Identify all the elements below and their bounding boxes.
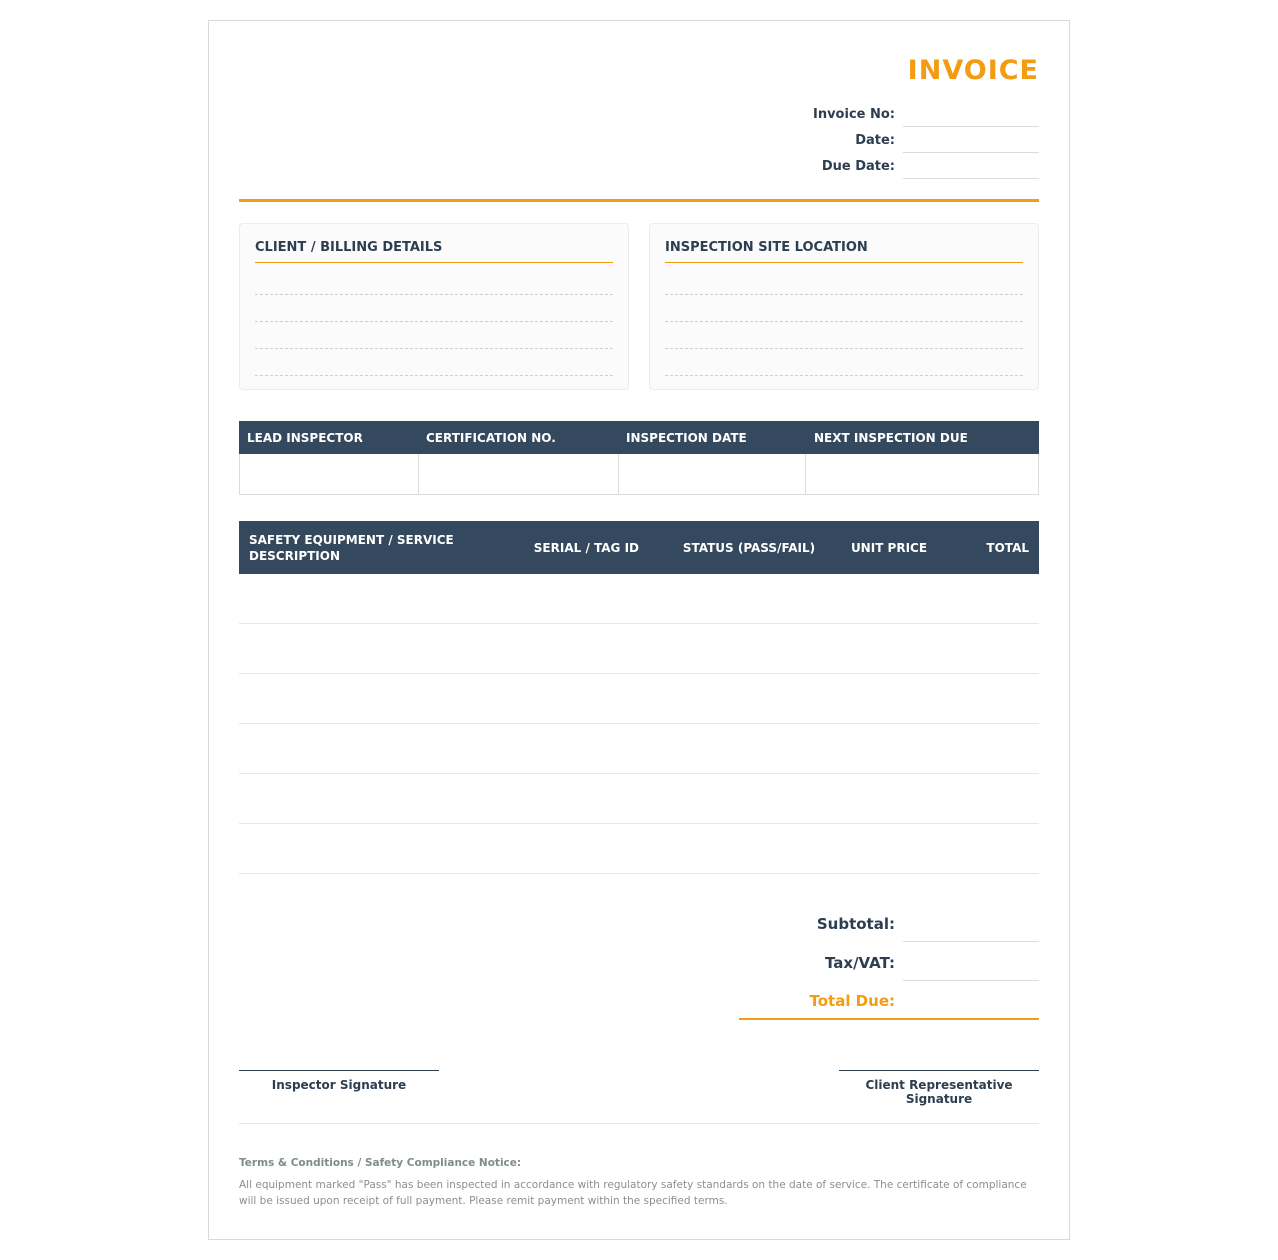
invoice-no-field[interactable] [903,105,1039,127]
inspector-signature-label: Inspector Signature [271,1078,407,1092]
item-row-5[interactable] [239,774,1039,824]
client-signature-label: Client Representative Signature [865,1078,1013,1106]
date-row [799,127,1039,153]
unit-price-header: UNIT PRICE [850,540,928,555]
site-line-1[interactable] [665,294,1023,295]
item-row-6[interactable] [239,824,1039,874]
total-due-label: Total Due: [809,992,895,1010]
inspection-date-header: INSPECTION DATE [626,430,747,445]
lead-inspector-cell[interactable] [240,454,419,494]
header-divider [239,199,1039,202]
client-line-4[interactable] [255,375,613,376]
client-billing-box [239,223,629,390]
items-table [239,521,1039,874]
invoice-title: INVOICE [907,55,1039,86]
item-row-4[interactable] [239,724,1039,774]
description-header: SAFETY EQUIPMENT / SERVICE DESCRIPTION [249,532,454,563]
site-line-2[interactable] [665,321,1023,322]
terms-title: Terms & Conditions / Safety Compliance Notice: [239,1157,522,1169]
total-due-field[interactable] [903,989,1039,1019]
item-row-1[interactable] [239,574,1039,624]
inspector-table [239,421,1039,495]
status-header: STATUS (PASS/FAIL) [682,540,816,555]
site-location-box [649,223,1039,390]
certification-no-cell[interactable] [419,454,619,494]
total-header: TOTAL [986,540,1029,555]
date-label: Date: [855,133,895,148]
tax-row [739,942,1039,981]
tax-field[interactable] [903,951,1039,981]
lead-inspector-header: LEAD INSPECTOR [247,430,363,445]
tax-label: Tax/VAT: [824,954,895,972]
subtotal-row [739,903,1039,942]
client-line-1[interactable] [255,294,613,295]
invoice-no-label: Invoice No: [812,107,895,122]
next-inspection-due-cell[interactable] [806,454,1038,494]
item-row-3[interactable] [239,674,1039,724]
subtotal-label: Subtotal: [816,915,895,933]
total-due-row [739,980,1039,1019]
client-line-2[interactable] [255,321,613,322]
footer-divider [239,1123,1039,1124]
inspector-signature-line[interactable] [239,1070,439,1092]
due-date-label: Due Date: [821,159,895,174]
site-line-3[interactable] [665,348,1023,349]
certification-no-header: CERTIFICATION NO. [426,430,556,445]
client-line-3[interactable] [255,348,613,349]
client-billing-title: CLIENT / BILLING DETAILS [255,240,613,263]
site-line-4[interactable] [665,375,1023,376]
inspection-date-cell[interactable] [619,454,806,494]
invoice-no-row [799,101,1039,127]
terms-text: All equipment marked "Pass" has been inspected in accordance with regulatory safety standards on the date of service. The certificate of compliance will be issued upon receipt of full payment. Please remit payment within the specified terms. [239,1179,1027,1207]
item-row-2[interactable] [239,624,1039,674]
items-table-header [239,521,1039,574]
site-location-title: INSPECTION SITE LOCATION [665,240,1023,263]
next-inspection-due-header: NEXT INSPECTION DUE [814,430,968,445]
inspector-table-row [239,454,1039,495]
subtotal-field[interactable] [903,912,1039,942]
due-date-row [799,153,1039,179]
date-field[interactable] [903,131,1039,153]
client-signature-line[interactable] [839,1070,1039,1106]
serial-header: SERIAL / TAG ID [533,540,639,555]
inspector-table-header [239,421,1039,454]
total-due-underline [739,1018,1039,1020]
due-date-field[interactable] [903,157,1039,179]
invoice-page [208,20,1070,1240]
